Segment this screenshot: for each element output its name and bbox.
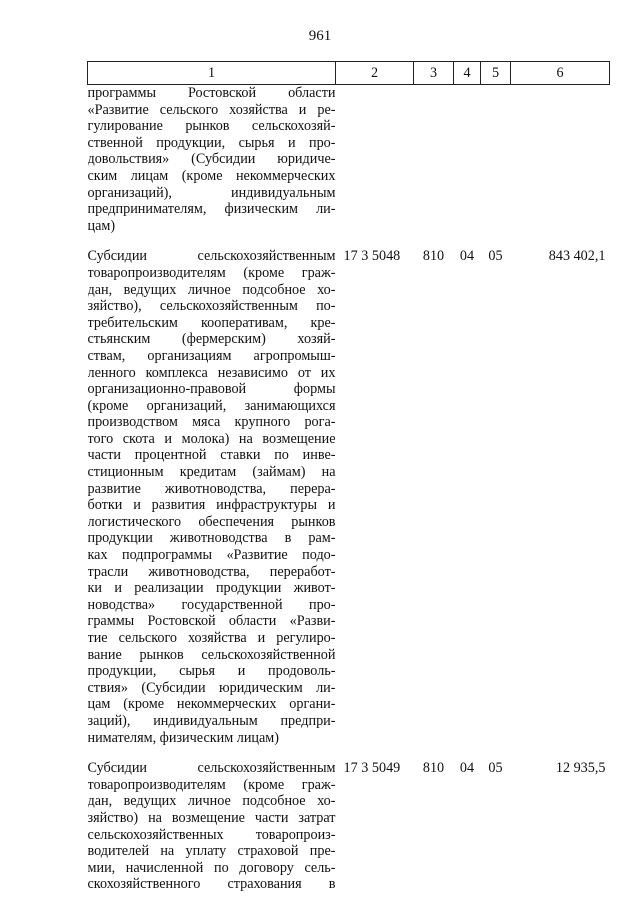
- description-line: части процентной ставки по инве-: [87, 447, 336, 464]
- description-cell: [88, 85, 336, 235]
- description-line: дан, ведущих личное подсобное хо-: [87, 793, 336, 810]
- description-line: нимателям, физическим лицам): [87, 729, 280, 746]
- description-line: ленного комплекса независимо от их: [87, 364, 336, 381]
- description-line: логистического обеспечения рынков: [87, 513, 336, 530]
- description-line: Субсидии сельскохозяйственным: [87, 760, 336, 777]
- description-line: ским лицам (кроме некоммерческих: [87, 167, 336, 184]
- expense-type-cell: 810: [422, 248, 445, 265]
- section-cell: 04: [459, 248, 475, 265]
- table-row: [88, 85, 610, 235]
- description-line: дан, ведущих личное подсобное хо-: [87, 281, 336, 298]
- column-header-2: 2: [336, 62, 414, 85]
- description-line: (кроме организаций, занимающихся: [87, 397, 336, 414]
- section-cell: [454, 85, 481, 235]
- description-line: ботки и развития инфраструктуры и: [87, 497, 336, 514]
- description-line: организационно-правовой формы: [87, 381, 336, 398]
- column-header-3: 3: [414, 62, 454, 85]
- description-line: организаций), индивидуальным: [87, 184, 336, 201]
- target-code-cell: [336, 85, 414, 235]
- description-line: требительским кооперативам, кре-: [87, 314, 336, 331]
- description-line: товаропроизводителям (кроме граж-: [87, 264, 336, 281]
- expense-type-cell: [414, 85, 454, 235]
- subsection-cell: 05: [488, 760, 503, 777]
- description-cell: [88, 760, 336, 893]
- description-cell: [88, 248, 336, 746]
- description-line: ки и реализации продукции живот-: [87, 580, 336, 597]
- amount-cell: [511, 85, 610, 235]
- description-line: стиционным кредитам (займам) на: [87, 464, 336, 481]
- table-body: [88, 85, 610, 893]
- description-line: продукции, сырья и продоволь-: [87, 663, 336, 680]
- description-line: тие сельского хозяйства и регулиро-: [87, 630, 336, 646]
- section-cell: 04: [459, 760, 475, 777]
- row-spacer: [88, 234, 610, 248]
- column-header-1: 1: [88, 62, 336, 85]
- page-number: 961: [308, 28, 332, 44]
- description-line: стьянским (фермерским) хозяй-: [87, 331, 336, 348]
- description-line: сельскохозяйственных товаропроиз-: [87, 826, 336, 843]
- description-line: ствам, организациям агропромыш-: [87, 347, 336, 364]
- expense-type-cell: 810: [422, 760, 445, 777]
- description-line: цам (кроме некоммерческих органи-: [87, 696, 336, 713]
- description-line: вание рынков сельскохозяйственной: [87, 646, 336, 663]
- amount-cell: 12 935,5: [555, 760, 606, 777]
- description-line: зяйство) на возмещение части затрат: [87, 809, 336, 826]
- description-line: ках подпрограммы «Развитие подо-: [87, 547, 336, 564]
- description-line: новодства» государственной про-: [87, 596, 336, 613]
- description-line: довольствия» (Субсидии юридиче-: [87, 151, 336, 168]
- description-line: ственной продукции, сырья и про-: [87, 134, 336, 151]
- table-row: [88, 248, 610, 746]
- column-header-5: 5: [481, 62, 511, 85]
- amount-cell: 843 402,1: [548, 248, 606, 265]
- description-line: «Развитие сельского хозяйства и ре-: [87, 101, 336, 118]
- description-line: заций), индивидуальным предпри-: [87, 712, 336, 729]
- description-line: товаропроизводителям (кроме граж-: [87, 776, 336, 793]
- subsection-cell: 05: [488, 248, 503, 265]
- subsection-cell: [481, 85, 511, 235]
- column-header-6: 6: [511, 62, 610, 85]
- description-line: водителей на уплату страховой пре-: [87, 843, 336, 860]
- target-code-cell: 17 3 5048: [343, 248, 401, 265]
- header-row: [88, 62, 610, 85]
- description-line: зяйство), сельскохозяйственным по-: [87, 298, 336, 315]
- description-line: трасли животноводства, переработ-: [87, 563, 336, 580]
- description-line: развитие животноводства, перера-: [87, 480, 336, 497]
- description-line: того скота и молока) на возмещение: [87, 430, 336, 447]
- description-line: продукции животноводства в рам-: [87, 530, 336, 547]
- description-line: граммы Ростовской области «Разви-: [87, 613, 336, 630]
- description-line: производством мяса крупного рога-: [87, 414, 336, 431]
- description-line: гулирование рынков сельскохозяй-: [87, 118, 336, 135]
- target-code-cell: 17 3 5049: [343, 760, 401, 777]
- description-line: Субсидии сельскохозяйственным: [87, 248, 336, 265]
- column-header-4: 4: [454, 62, 481, 85]
- description-line: предпринимателям, физическим ли-: [87, 201, 336, 218]
- description-line: мии, начисленной по договору сель-: [87, 859, 336, 876]
- description-line: программы Ростовской области: [87, 85, 336, 101]
- budget-table: [87, 61, 610, 893]
- description-line: ствия» (Субсидии юридическим ли-: [87, 679, 336, 696]
- table-row: [88, 760, 610, 893]
- description-line: цам): [87, 217, 116, 234]
- row-spacer: [88, 746, 610, 760]
- description-line: скохозяйственного страхования в: [87, 876, 336, 893]
